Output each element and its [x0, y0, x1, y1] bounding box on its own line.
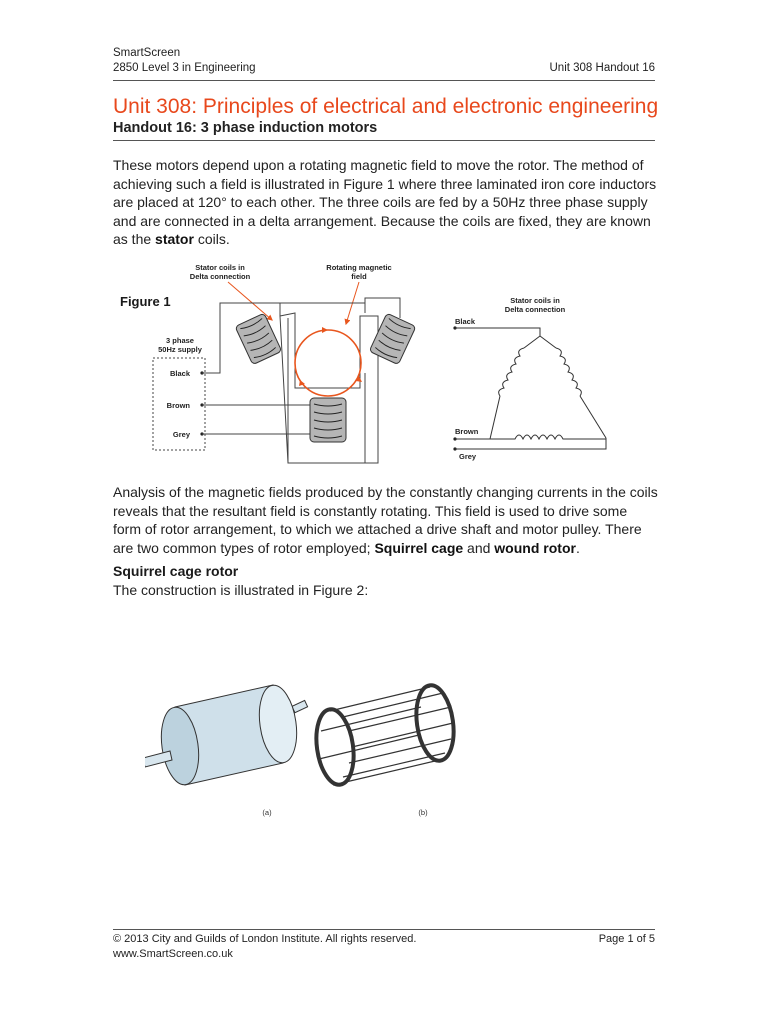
stator-term: stator — [155, 231, 194, 247]
header-unit-ref: Unit 308 Handout 16 — [549, 62, 655, 74]
figure-1-diagram — [110, 258, 630, 468]
rotating-field-label-line2: field — [351, 272, 367, 281]
page-subtitle: Handout 16: 3 phase induction motors — [113, 120, 378, 136]
figure-2-caption-a: (a) — [262, 808, 272, 817]
figure-2-diagram — [145, 655, 475, 825]
stator-label-line1: Stator coils in — [195, 263, 245, 272]
rotating-field-label-line1: Rotating magnetic — [326, 263, 392, 272]
supply-label-line2: 50Hz supply — [158, 345, 202, 354]
figure-1-label: Figure 1 — [120, 294, 171, 309]
section-text: The construction is illustrated in Figure 2: — [113, 582, 369, 598]
delta-label-line2: Delta connection — [504, 305, 566, 314]
squirrel-cage-term: Squirrel cage — [374, 539, 464, 556]
footer-rule — [113, 929, 655, 930]
wire-label-black: Black — [169, 369, 190, 378]
page-title: Unit 308: Principles of electrical and electronic engineering — [113, 95, 659, 118]
intro-paragraph: These motors depend upon a rotating magnetic field to move the rotor. The method of achieving such a field is illustrated in Figure 1 where three laminated iron core inductors are placed at 120° to each other. The three coils are fed by a 50Hz three phase supply and are connected in a delta arrangement. Because the coils are fixed, they are known as the stator coils. — [113, 157, 657, 247]
squirrel-cage — [312, 683, 458, 787]
analysis-paragraph: Analysis of the magnetic fields produced by the constantly changing currents in the coils reveals that the resultant field is constantly rotating. This field is used to drive some form of rotor arrangement, to which we attached a drive shaft and motor pulley. There are two common types of rotor employed; Squirrel cage and wound rotor. — [113, 484, 658, 556]
footer-url[interactable]: www.SmartScreen.co.uk — [113, 948, 233, 960]
footer-page-number: Page 1 of 5 — [598, 933, 655, 945]
stator-label-line2: Delta connection — [189, 272, 251, 281]
section-heading: Squirrel cage rotor — [113, 563, 239, 579]
delta-wire-brown: Brown — [455, 427, 479, 436]
header-rule — [113, 80, 655, 81]
supply-label-line1: 3 phase — [166, 336, 194, 345]
wire-label-grey: Grey — [172, 430, 190, 439]
header-org: SmartScreen — [113, 47, 181, 59]
delta-wire-black: Black — [455, 317, 476, 326]
wire-label-brown: Brown — [166, 401, 190, 410]
solid-rotor — [145, 683, 308, 787]
delta-label-line1: Stator coils in — [510, 296, 560, 305]
header-course: 2850 Level 3 in Engineering — [113, 62, 256, 74]
title-rule — [113, 140, 655, 141]
wound-rotor-term: wound rotor — [494, 539, 576, 556]
figure-2-caption-b: (b) — [418, 808, 428, 817]
footer-copyright: © 2013 City and Guilds of London Institute. All rights reserved. — [113, 933, 417, 945]
delta-wire-grey: Grey — [459, 452, 477, 461]
